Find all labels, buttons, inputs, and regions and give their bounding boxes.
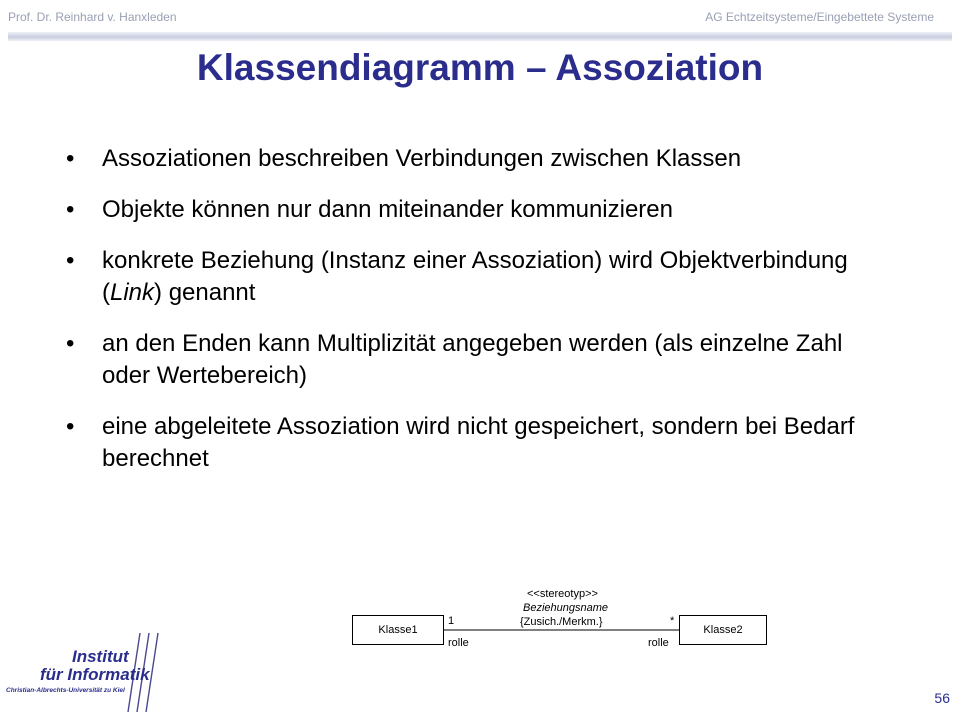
- association-name: Beziehungsname: [523, 602, 609, 614]
- header-divider: [8, 32, 952, 41]
- bullet-item: [66, 328, 866, 392]
- institute-logo: [0, 630, 175, 715]
- bullet-marker: •: [66, 196, 75, 223]
- bullet-marker: •: [66, 145, 75, 172]
- bullet-marker: •: [66, 247, 75, 274]
- bullet-text: konkrete Beziehung (Instanz einer Assoziation) wird Objektverbindung (: [102, 247, 848, 306]
- role-1: rolle: [448, 637, 469, 649]
- multiplicity-1: 1: [448, 615, 455, 627]
- logo-line-1: Institut: [72, 647, 129, 666]
- slide-title: Klassendiagramm – Assoziation: [196, 47, 764, 88]
- bullet-list: [66, 143, 866, 494]
- bullet-item: [66, 194, 866, 226]
- bullet-text: Objekte können nur dann miteinander kommunizieren: [102, 196, 673, 223]
- bullet-item: [66, 245, 866, 309]
- bullet-item: [66, 411, 866, 475]
- bullet-text: ) genannt: [154, 279, 256, 306]
- constraint-label: {Zusich./Merkm.}: [520, 616, 603, 628]
- header-group: AG Echtzeitsysteme/Eingebettete Systeme: [705, 10, 934, 24]
- bullet-marker: •: [66, 330, 75, 357]
- logo-line-2: für Informatik: [40, 665, 150, 684]
- multiplicity-2: *: [670, 615, 675, 627]
- bullet-item: [66, 143, 866, 175]
- header-author: Prof. Dr. Reinhard v. Hanxleden: [8, 10, 177, 24]
- role-2: rolle: [648, 637, 669, 649]
- class-box-1: Klasse1: [352, 615, 444, 645]
- bullet-text: an den Enden kann Multiplizität angegeben werden (als einzelne Zahl oder Wertebereich): [102, 330, 843, 389]
- bullet-marker: •: [66, 413, 75, 440]
- bullet-text-italic: Link: [110, 279, 155, 306]
- logo-line-3: Christian-Albrechts-Universität zu Kiel: [6, 687, 125, 694]
- bullet-text: eine abgeleitete Assoziation wird nicht gespeichert, sondern bei Bedarf berechnet: [102, 413, 855, 472]
- class-box-2: Klasse2: [679, 615, 767, 645]
- bullet-text: Assoziationen beschreiben Verbindungen zwischen Klassen: [102, 145, 742, 172]
- stereotype-label: <<stereotyp>>: [527, 588, 598, 600]
- page-number: 56: [934, 690, 950, 706]
